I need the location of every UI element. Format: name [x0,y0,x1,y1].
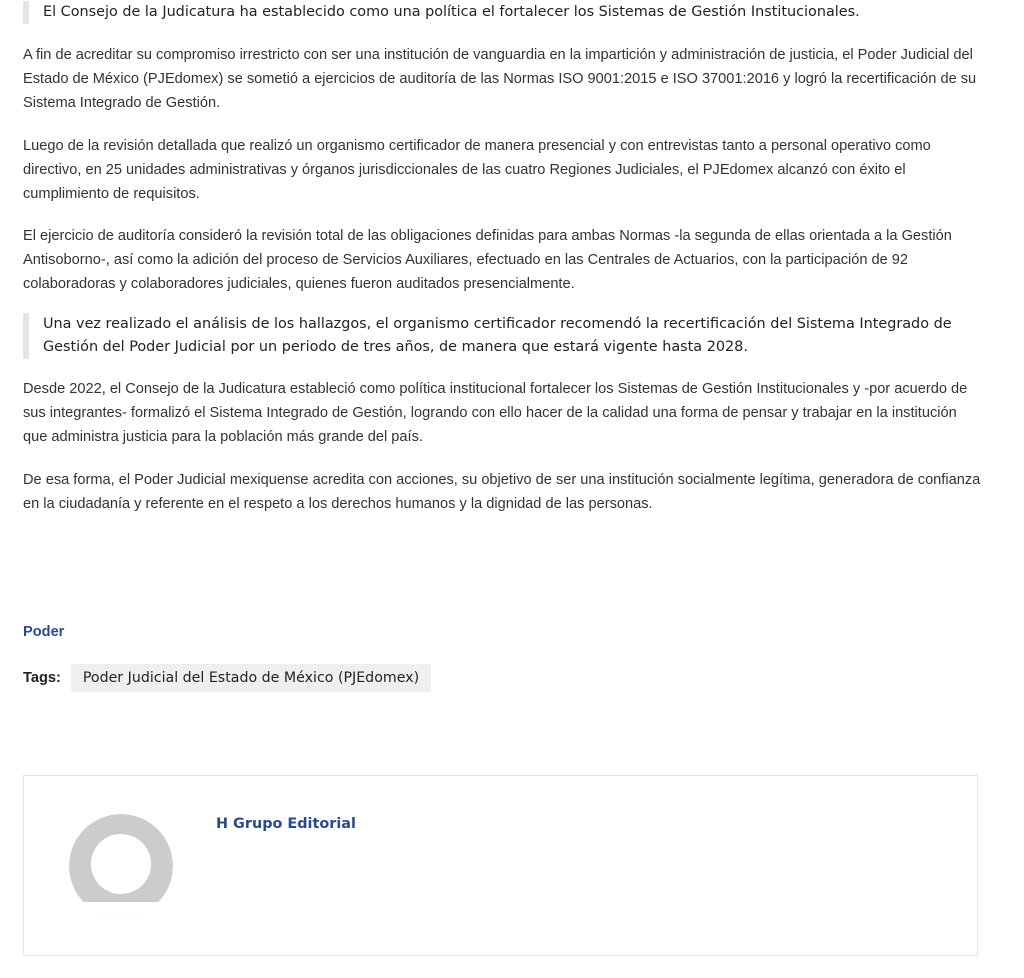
paragraph-5: De esa forma, el Poder Judicial mexiquense acredita con acciones, su objetivo de ser una institución socialmente legítima, generadora de confianza en la ciudadanía y referente en el respeto a los derechos humanos y la dignidad de las personas. [23,472,981,512]
author-box [23,775,978,956]
author-name-link[interactable]: H Grupo Editorial [216,816,356,832]
paragraph-1: A fin de acreditar su compromiso irrestricto con ser una institución de vanguardia en la impartición y administración de justicia, el Poder Judicial del Estado de México (PJEdomex) se sometió a ejercicios de auditoría de las Normas ISO 9001:2015 e ISO 37001:2016 y logró la recertificación de su Sistema Integrado de Gestión. [23,47,977,111]
tags-label: Tags: [23,670,61,686]
pull-quote-1: El Consejo de la Judicatura ha establecido como una política el fortalecer los Sistemas de Gestión Institucionales. [23,1,993,24]
paragraph-4: Desde 2022, el Consejo de la Judicatura estableció como política institucional fortalecer los Sistemas de Gestión Institucionales y -por acuerdo de sus integrantes- formalizó el Sistema Integrado de Gestión, logrando con ello hacer de la calidad una forma de pensar y trabajar en la institución que administra justicia para la población más grande del país. [23,381,968,445]
tags-row [23,664,431,692]
tag-chip[interactable]: Poder Judicial del Estado de México (PJEdomex) [71,664,431,692]
default-avatar-icon[interactable] [69,814,173,918]
paragraph-2: Luego de la revisión detallada que realizó un organismo certificador de manera presencial y con entrevistas tanto a personal operativo como directivo, en 25 unidades administrativas y órganos jurisdiccionales de las cuatro Regiones Judiciales, el PJEdomex alcanzó con éxito el cumplimiento de requisitos. [23,138,931,202]
pull-quote-2: Una vez realizado el análisis de los hallazgos, el organismo certificador recomendó la recertificación del Sistema Integrado de Gestión del Poder Judicial por un periodo de tres años, de manera que estará vigente hasta 2028. [23,313,993,359]
paragraph-3: El ejercicio de auditoría consideró la revisión total de las obligaciones definidas para ambas Normas -la segunda de ellas orientada a la Gestión Antisoborno-, así como la adición del proceso de Servicios Auxiliares, efectuado en las Centrales de Actuarios, con la participación de 92 colaboradoras y colaboradores judiciales, quienes fueron auditados presencialmente. [23,228,952,292]
category-link[interactable]: Poder [23,624,65,640]
